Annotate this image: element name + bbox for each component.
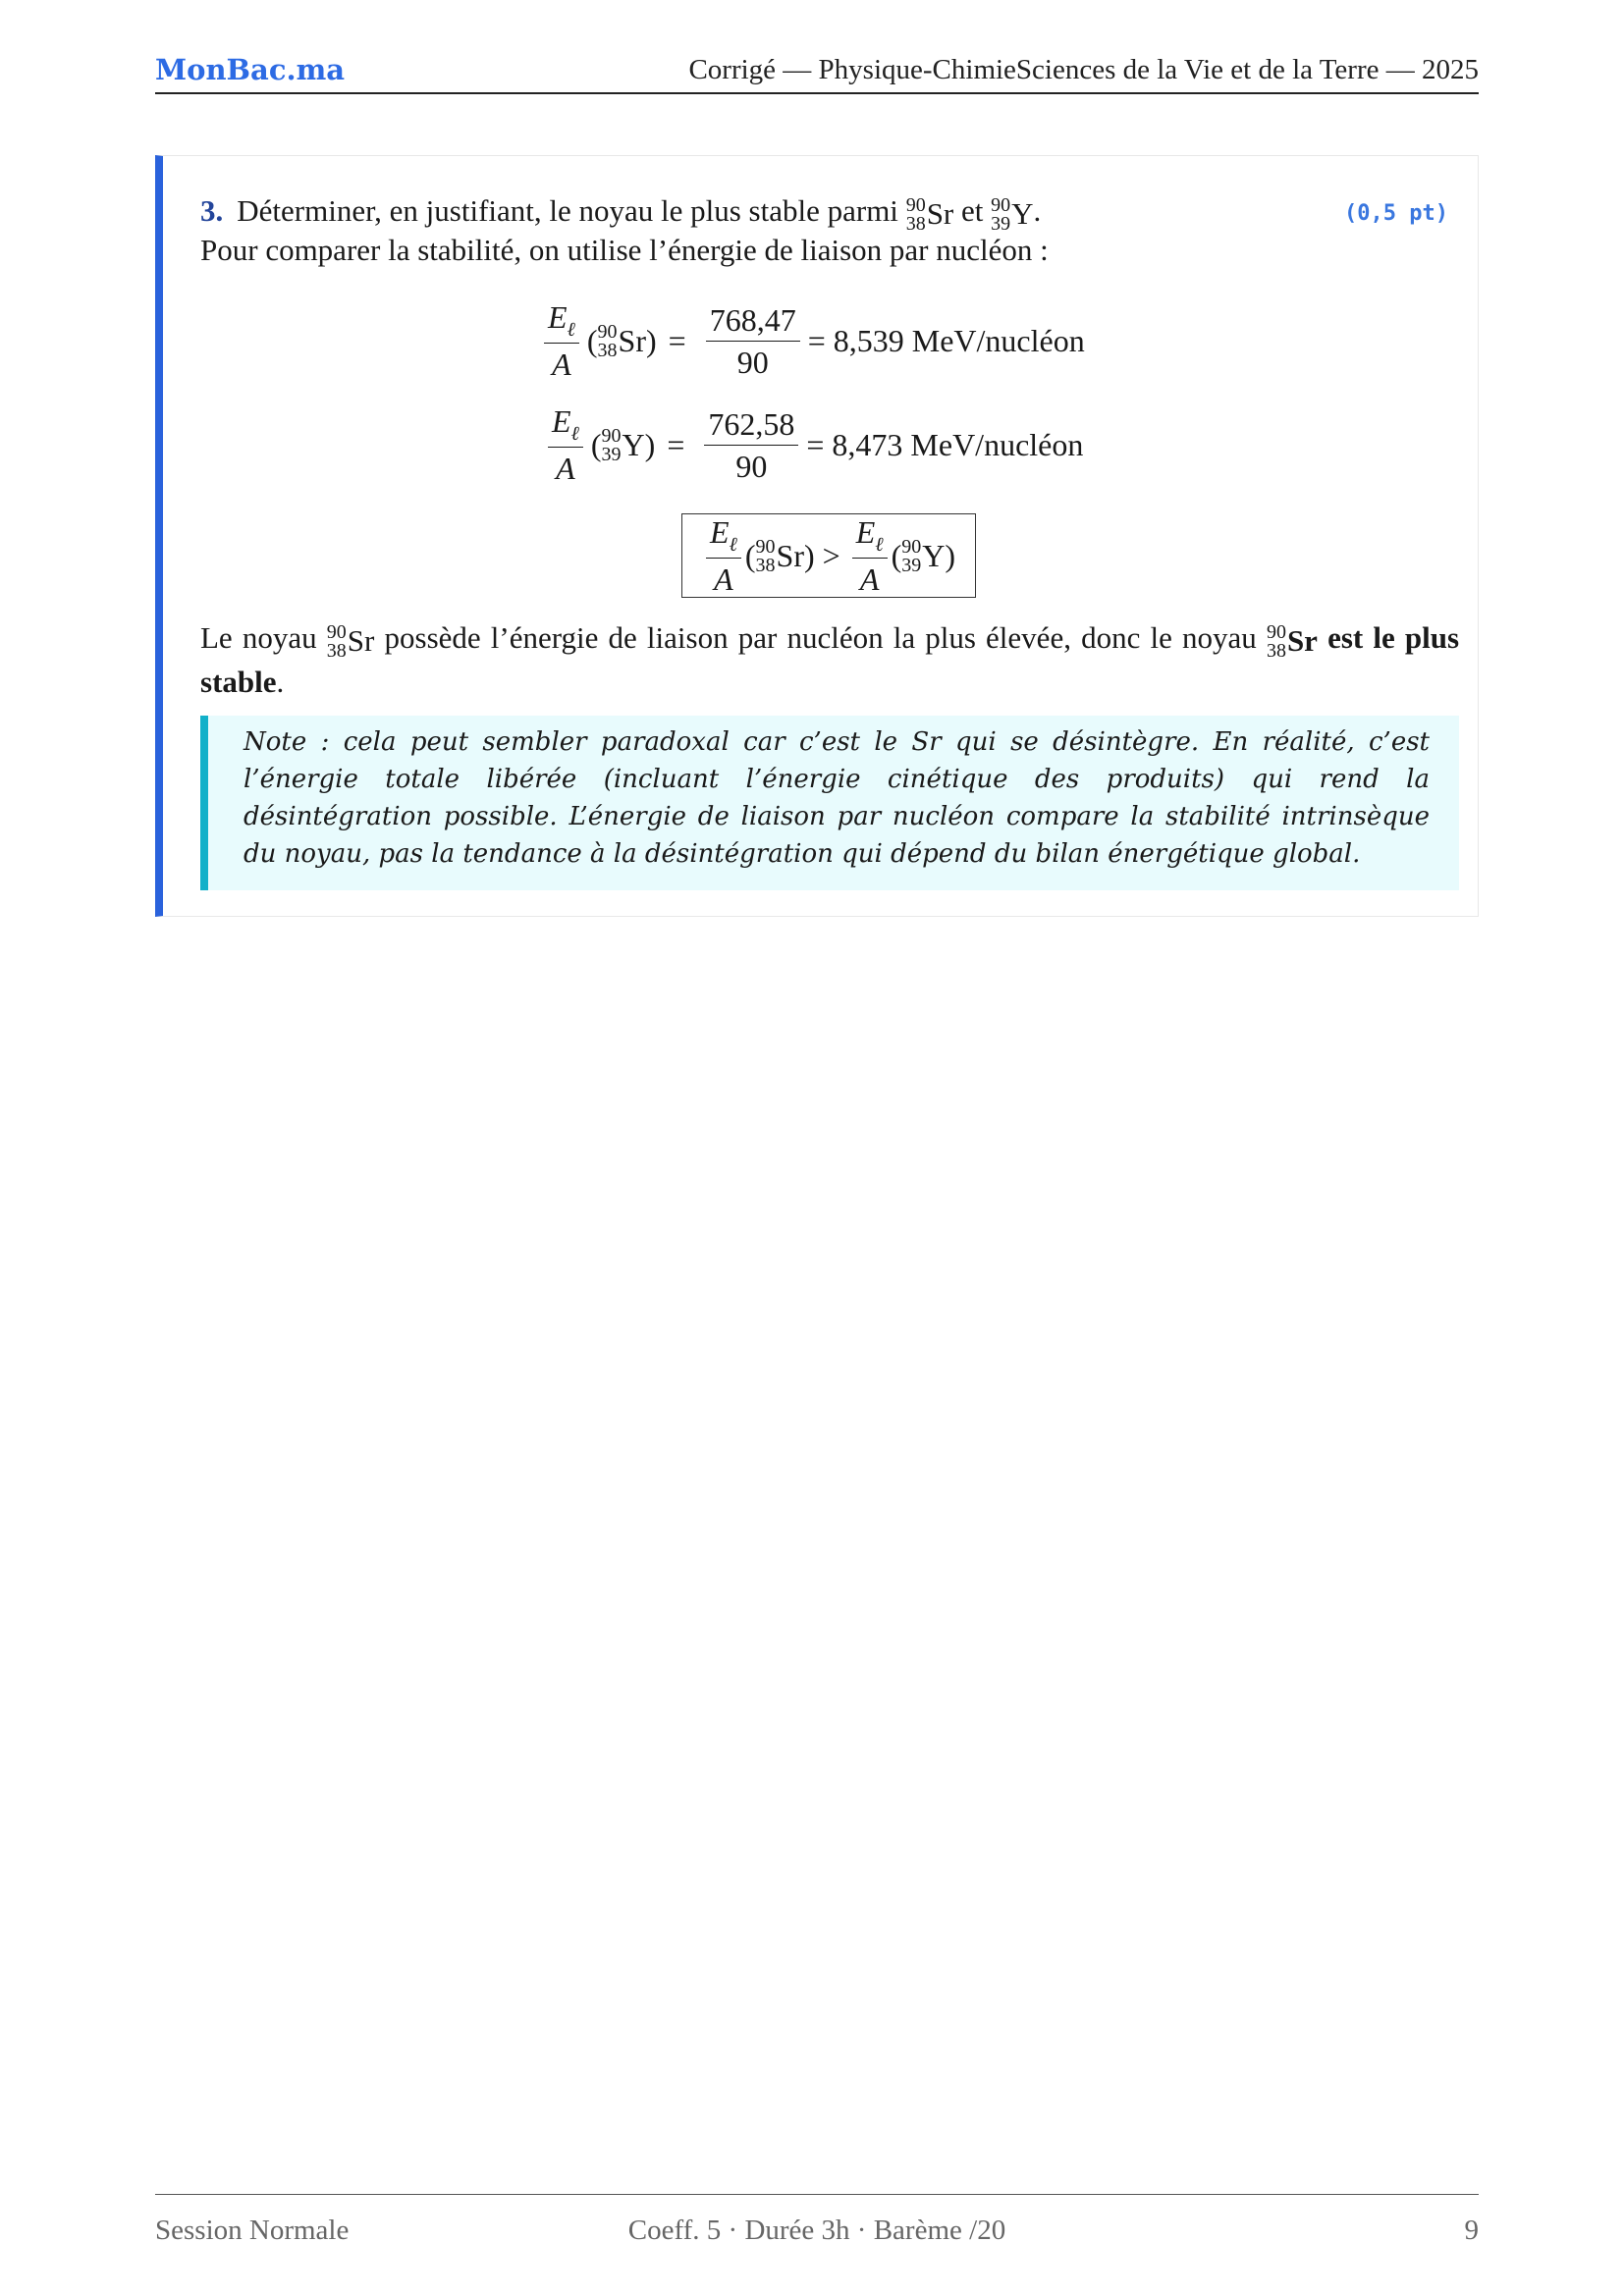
intro-text: Pour comparer la stabilité, on utilise l’énergie de liaison par nucléon : <box>200 233 1049 267</box>
conclusion-emphasis: est le plus stable <box>200 620 1460 699</box>
question-number: 3. <box>200 193 224 228</box>
brand-logo-text[interactable]: MonBac.ma <box>155 53 346 86</box>
y-numerator: 762,58 <box>704 406 798 446</box>
el-over-a-fraction: $\frac{E_\ell}{A}$ <box>544 299 579 382</box>
nuclide-sr: 90 38 Sr <box>905 193 954 235</box>
el-over-a-fraction: $\frac{E_\ell}{A}$ <box>548 403 583 486</box>
sr-result: = 8,539 MeV/nucléon <box>807 322 1085 358</box>
note-box <box>200 716 1459 890</box>
footer-info: Coeff. 5 · Durée 3h · Barème /20 <box>627 2215 1006 2246</box>
page-footer <box>155 2194 1479 2254</box>
y-result: = 8,473 MeV/nucléon <box>806 426 1084 462</box>
header-title: Corrigé — Physique-ChimieSciences de la Vie et de la Terre — 2025 <box>688 54 1479 85</box>
sr-denominator: 90 <box>736 344 769 380</box>
question-card <box>155 155 1479 917</box>
greater-than-sign: > <box>822 537 840 573</box>
question-conj: et <box>961 193 984 228</box>
boxed-comparison: $\frac{E_\ell}{A}$ ( 90 38 Sr ) > $\frac{E_\ell}{A}$ ( 90 39 Y ) <box>681 513 976 598</box>
y-denominator: 90 <box>735 448 768 484</box>
page-number: 9 <box>1464 2215 1479 2246</box>
footer-session: Session Normale <box>155 2215 350 2246</box>
equation-sr: $\frac{E_\ell}{A}$ ( 90 38 Sr ) = $\frac{768,47}{90}$ = 8,539 MeV/nucléon <box>536 299 1085 382</box>
y-value-fraction <box>704 406 798 484</box>
question-text: Déterminer, en justifiant, le noyau le plus stable parmi <box>237 193 898 228</box>
page-header <box>155 47 1479 94</box>
sr-numerator: 768,47 <box>706 302 800 342</box>
question-statement: 3. Déterminer, en justifiant, le noyau le plus stable parmi 90 38 Sr et 90 39 Y . <box>200 193 1042 235</box>
conclusion-text: Le noyau 90 38 Sr possède l’énergie de liaison par nucléon la plus élevée, donc le noyau 90 38 Sr est le plus stable. <box>200 620 1460 699</box>
note-text: Note : cela peut sembler paradoxal car c’est le Sr qui se désintègre. En réalité, c’est l’énergie totale libérée (incluant l’énergie cinétique des produits) qui rend la désintégration possible. L’énergie de liaison par nucléon compare la stabilité intrinsèque du noyau, pas la tendance à la désintégration qui dépend du bilan énergétique global. <box>244 727 1430 869</box>
sr-value-fraction <box>706 302 800 380</box>
points-badge: (0,5 pt) <box>1344 201 1448 226</box>
equation-y: $\frac{E_\ell}{A}$ ( 90 39 Y ) = $\frac{762,58}{90}$ = 8,473 MeV/nucléon <box>540 403 1083 486</box>
nuclide-y: 90 39 Y <box>991 193 1034 235</box>
